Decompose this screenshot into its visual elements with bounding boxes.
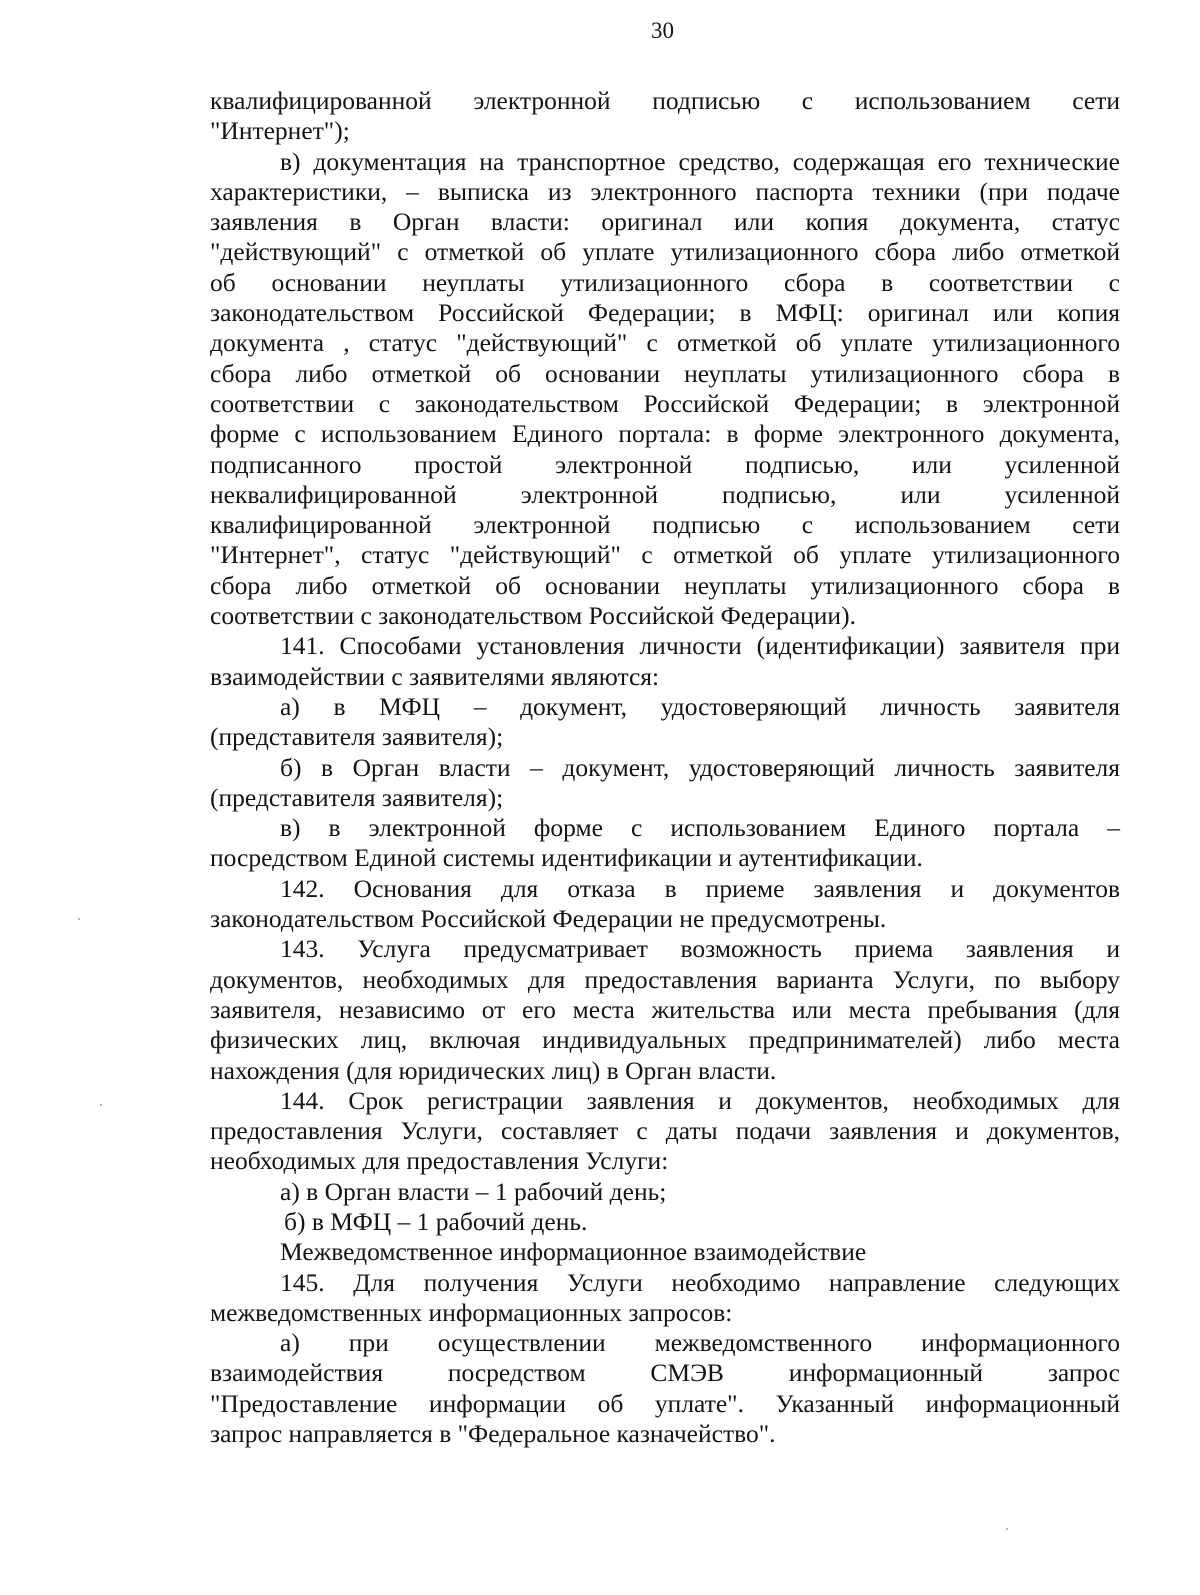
text-line: соответствии с законодательством Российской Федерации). bbox=[210, 601, 856, 631]
text-line: (представителя заявителя); bbox=[210, 782, 504, 812]
text-line: квалифицированной электронной подписью с использованием сети bbox=[210, 510, 1120, 540]
text-line: а) при осуществлении межведомственного информационного bbox=[280, 1328, 1120, 1358]
text-line: об основании неуплаты утилизационного сбора в соответствии с bbox=[210, 267, 1120, 297]
text-line: в) в электронной форме с использованием Единого портала – bbox=[280, 813, 1120, 843]
text-line: характеристики, – выписка из электронного паспорта техники (при подаче bbox=[210, 176, 1120, 206]
text-line: а) в МФЦ – документ, удостоверяющий личность заявителя bbox=[280, 691, 1120, 721]
document-body bbox=[210, 86, 1120, 1449]
text-line: в) документация на транспортное средство, содержащая его технические bbox=[280, 146, 1120, 176]
text-line: запрос направляется в "Федеральное казначейство". bbox=[210, 1419, 776, 1449]
text-line: форме с использованием Единого портала: в форме электронного документа, bbox=[210, 419, 1120, 449]
text-line: законодательством Российской Федерации не предусмотрены. bbox=[210, 904, 887, 934]
text-line: "Интернет"); bbox=[210, 116, 350, 146]
text-line: документа , статус "действующий" с отметкой об уплате утилизационного bbox=[210, 328, 1120, 358]
text-line: квалифицированной электронной подписью с использованием сети bbox=[210, 86, 1120, 115]
text-line: 144. Срок регистрации заявления и документов, необходимых для bbox=[280, 1085, 1120, 1115]
text-line: 143. Услуга предусматривает возможность приема заявления и bbox=[280, 934, 1120, 964]
text-line: "Предоставление информации об уплате". Указанный информационный bbox=[210, 1388, 1120, 1418]
text-line: межведомственных информационных запросов: bbox=[210, 1297, 733, 1327]
text-line: заявителя, независимо от его места жительства или места пребывания (для bbox=[210, 994, 1120, 1024]
text-line: предоставления Услуги, составляет с даты подачи заявления и документов, bbox=[210, 1116, 1120, 1146]
text-line: б) в Орган власти – документ, удостоверяющий личность заявителя bbox=[280, 752, 1120, 782]
text-line: 141. Способами установления личности (идентификации) заявителя при bbox=[280, 631, 1120, 661]
text-line: неквалифицированной электронной подписью, или усиленной bbox=[210, 479, 1120, 509]
text-line: сбора либо отметкой об основании неуплаты утилизационного сбора в bbox=[210, 570, 1120, 600]
page-number: 30 bbox=[651, 18, 674, 43]
text-line: "действующий" с отметкой об уплате утилизационного сбора либо отметкой bbox=[210, 237, 1120, 267]
text-line: физических лиц, включая индивидуальных предпринимателей) либо места bbox=[210, 1025, 1120, 1055]
scan-speck bbox=[100, 1104, 102, 1106]
text-line: нахождения (для юридических лиц) в Орган власти. bbox=[210, 1055, 777, 1085]
text-line: "Интернет", статус "действующий" с отметкой об уплате утилизационного bbox=[210, 540, 1120, 570]
text-line: б) в МФЦ – 1 рабочий день. bbox=[284, 1206, 588, 1236]
text-line: законодательством Российской Федерации; в МФЦ: оригинал или копия bbox=[210, 298, 1120, 328]
text-line: соответствии с законодательством Российской Федерации; в электронной bbox=[210, 388, 1120, 418]
text-line: документов, необходимых для предоставления варианта Услуги, по выбору bbox=[210, 964, 1120, 994]
text-line: необходимых для предоставления Услуги: bbox=[210, 1146, 669, 1176]
scan-speck bbox=[1006, 1528, 1008, 1530]
scan-speck bbox=[78, 918, 80, 920]
text-line: 142. Основания для отказа в приеме заявления и документов bbox=[280, 873, 1120, 903]
text-line: а) в Орган власти – 1 рабочий день; bbox=[280, 1176, 667, 1206]
text-line: заявления в Орган власти: оригинал или копия документа, статус bbox=[210, 207, 1120, 237]
text-line: (представителя заявителя); bbox=[210, 722, 504, 752]
text-line: подписанного простой электронной подписью, или усиленной bbox=[210, 449, 1120, 479]
text-line: взаимодействии с заявителями являются: bbox=[210, 661, 660, 691]
text-line: 145. Для получения Услуги необходимо направление следующих bbox=[280, 1267, 1120, 1297]
text-line: взаимодействия посредством СМЭВ информационный запрос bbox=[210, 1358, 1120, 1388]
text-line: посредством Единой системы идентификации и аутентификации. bbox=[210, 843, 923, 873]
section-heading: Межведомственное информационное взаимодействие bbox=[280, 1237, 867, 1267]
text-line: сбора либо отметкой об основании неуплаты утилизационного сбора в bbox=[210, 358, 1120, 388]
